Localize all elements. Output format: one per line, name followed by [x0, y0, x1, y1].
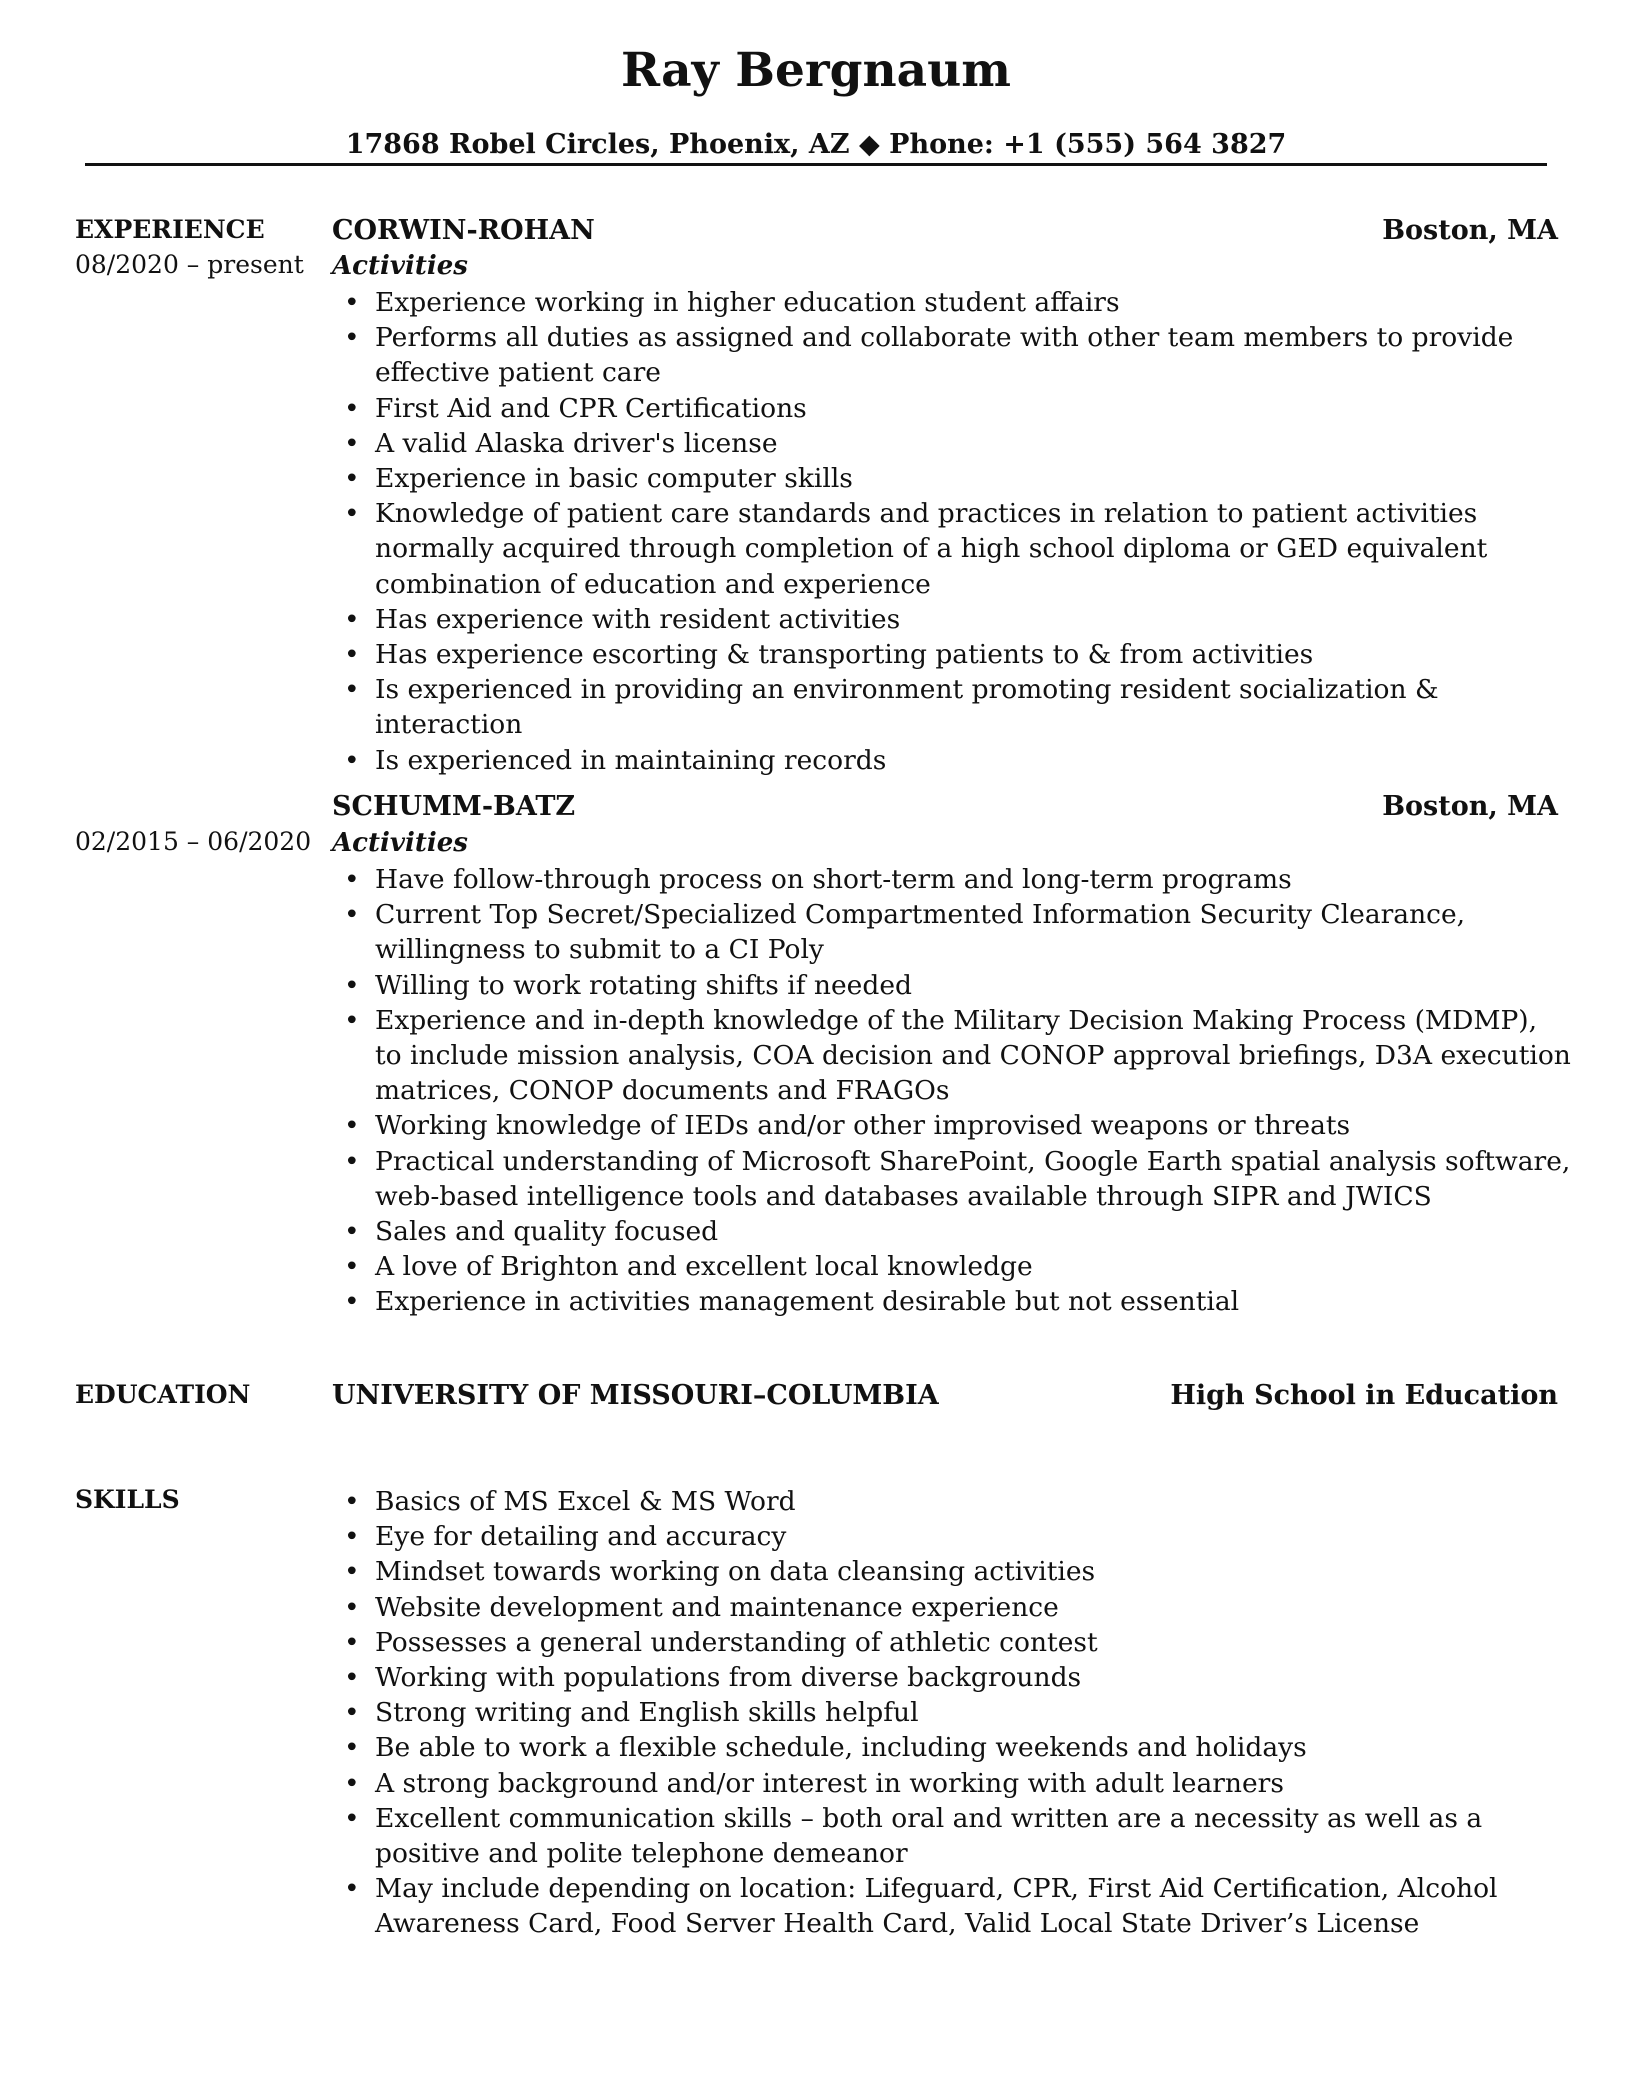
job-company: SCHUMM-BATZ [332, 791, 576, 822]
job-company: CORWIN-ROHAN [332, 215, 595, 246]
bullet-item: • Experience in activities management desirable but not essential [332, 1284, 1572, 1319]
job-dates: 02/2015 – 06/2020 [75, 827, 312, 856]
skills-list [332, 1484, 1572, 1942]
bullet-item: • Performs all duties as assigned and collaborate with other team members to provide effective patient care [332, 320, 1572, 390]
bullet-item: • Current Top Secret/Specialized Compartmented Information Security Clearance, willingness to submit to a CI Poly [332, 897, 1572, 967]
skill-item: • Possesses a general understanding of athletic contest [332, 1625, 1572, 1660]
job-bullet-list [332, 285, 1572, 778]
skill-item: • Working with populations from diverse backgrounds [332, 1660, 1572, 1695]
bullet-item: • A valid Alaska driver's license [332, 426, 1572, 461]
education-degree: High School in Education [1170, 1380, 1558, 1411]
bullet-item: • Has experience with resident activities [332, 602, 1572, 637]
skill-item: • Mindset towards working on data cleansing activities [332, 1554, 1572, 1589]
contact-line: 17868 Robel Circles, Phoenix, AZ ◆ Phone: +1 (555) 564 3827 [345, 129, 1287, 160]
skill-item: • Excellent communication skills – both oral and written are a necessity as well as a positive and polite telephone demeanor [332, 1801, 1572, 1871]
job-role: Activities [332, 251, 468, 281]
job-bullet-list [332, 862, 1572, 1320]
bullet-item: • Willing to work rotating shifts if needed [332, 968, 1572, 1003]
skill-item: • Strong writing and English skills helpful [332, 1695, 1572, 1730]
bullet-item: • First Aid and CPR Certifications [332, 391, 1572, 426]
bullet-item: • A love of Brighton and excellent local knowledge [332, 1249, 1572, 1284]
experience-section-title: EXPERIENCE [75, 215, 265, 244]
resume-name: Ray Bergnaum [620, 43, 1012, 98]
job-dates: 08/2020 – present [75, 250, 304, 279]
skill-item: • May include depending on location: Lifeguard, CPR, First Aid Certification, Alcohol Awareness Card, Food Server Health Card, Valid Local State Driver’s License [332, 1871, 1572, 1941]
job-role: Activities [332, 828, 468, 858]
skills-section-title: SKILLS [75, 1485, 180, 1514]
bullet-item: • Experience and in-depth knowledge of the Military Decision Making Process (MDMP), to include mission analysis, COA decision and CONOP approval briefings, D3A execution matrices, CONOP documents and FRAGOs [332, 1003, 1572, 1109]
skill-item: • Be able to work a flexible schedule, including weekends and holidays [332, 1730, 1572, 1765]
education-school: UNIVERSITY OF MISSOURI–COLUMBIA [332, 1380, 939, 1411]
header-divider [85, 163, 1547, 166]
bullet-item: • Practical understanding of Microsoft SharePoint, Google Earth spatial analysis software, web-based intelligence tools and databases available through SIPR and JWICS [332, 1144, 1572, 1214]
bullet-item: • Have follow-through process on short-term and long-term programs [332, 862, 1572, 897]
bullet-item: • Experience in basic computer skills [332, 461, 1572, 496]
bullet-item: • Has experience escorting & transporting patients to & from activities [332, 637, 1572, 672]
job-location: Boston, MA [1382, 791, 1558, 822]
bullet-item: • Knowledge of patient care standards and practices in relation to patient activities normally acquired through completion of a high school diploma or GED equivalent combination of education and experience [332, 496, 1572, 602]
education-section-title: EDUCATION [75, 1380, 251, 1409]
skill-item: • Eye for detailing and accuracy [332, 1519, 1572, 1554]
bullet-item: • Working knowledge of IEDs and/or other improvised weapons or threats [332, 1108, 1572, 1143]
skill-item: • Website development and maintenance experience [332, 1590, 1572, 1625]
skill-item: • A strong background and/or interest in working with adult learners [332, 1766, 1572, 1801]
skill-item: • Basics of MS Excel & MS Word [332, 1484, 1572, 1519]
bullet-item: • Experience working in higher education student affairs [332, 285, 1572, 320]
bullet-item: • Is experienced in providing an environment promoting resident socialization & interaction [332, 672, 1572, 742]
job-location: Boston, MA [1382, 215, 1558, 246]
bullet-item: • Is experienced in maintaining records [332, 743, 1572, 778]
bullet-item: • Sales and quality focused [332, 1214, 1572, 1249]
